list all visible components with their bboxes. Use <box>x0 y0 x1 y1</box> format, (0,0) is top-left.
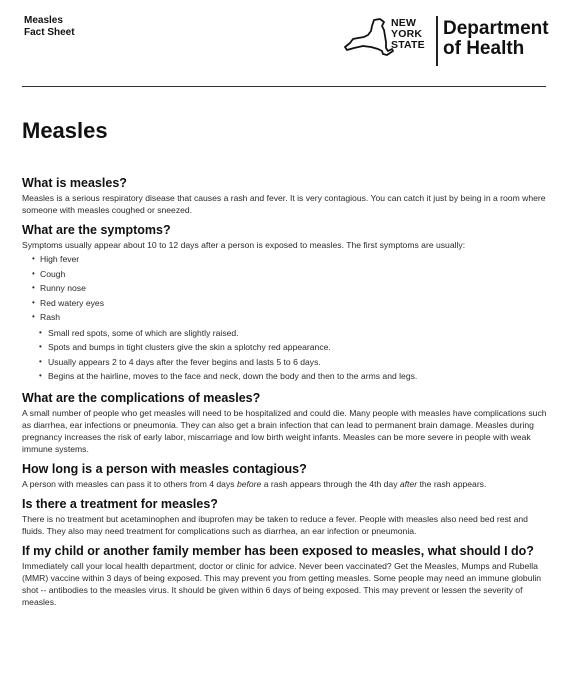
list-item: • Spots and bumps in tight clusters give the skin a splotchy red appearance. <box>22 340 550 355</box>
main-content <box>22 176 550 615</box>
section-symptoms <box>22 223 550 384</box>
body-text: the rash appears. <box>417 478 487 489</box>
section-heading: If my child or another family member has been exposed to measles, what should I do? <box>22 543 534 558</box>
section-heading: What are the complications of measles? <box>22 390 261 405</box>
section-what-is-measles <box>22 176 550 216</box>
list-item: • High fever <box>22 252 550 267</box>
fact-sheet-label-line2: Fact Sheet <box>24 27 75 38</box>
section-body: Measles is a serious respiratory disease that causes a rash and fever. It is very contagious. You can catch it just by being in a room where someone with measles coughed or sneezed. <box>22 193 546 215</box>
section-treatment <box>22 497 550 537</box>
body-text: a rash appears through the 4th day <box>261 478 400 489</box>
list-item: • Runny nose <box>22 281 550 296</box>
section-complications <box>22 391 550 455</box>
body-text: A person with measles can pass it to others from 4 days <box>22 478 237 489</box>
nys-line2: YORK <box>391 28 423 40</box>
section-heading: Is there a treatment for measles? <box>22 496 218 511</box>
section-exposure <box>22 544 550 608</box>
page-title: Measles <box>22 118 108 143</box>
header-divider <box>22 86 546 87</box>
emphasis-after: after <box>399 478 418 489</box>
logo-divider <box>436 16 438 66</box>
dept-line1: Department <box>443 18 549 39</box>
fact-sheet-label <box>24 15 75 39</box>
section-heading: How long is a person with measles contagious? <box>22 461 307 476</box>
rash-detail-list <box>22 326 550 384</box>
nys-line1: NEW <box>391 17 417 29</box>
list-item: • Usually appears 2 to 4 days after the fever begins and lasts 5 to 6 days. <box>22 355 550 370</box>
section-intro: Symptoms usually appear about 10 to 12 days after a person is exposed to measles. The first symptoms are usually: <box>22 240 466 250</box>
list-item: • Begins at the hairline, moves to the face and neck, down the body and then to the arms and legs. <box>22 369 550 384</box>
symptom-list <box>22 252 550 325</box>
emphasis-before: before <box>236 478 262 489</box>
list-item: • Small red spots, some of which are slightly raised. <box>22 326 550 341</box>
list-item: • Red watery eyes <box>22 296 550 311</box>
section-body: A small number of people who get measles will need to be hospitalized and could die. Many people with measles have complications such as diarrhea, ear infections or pneumonia. They can also get a brain infection that can lead to permanent brain damage. Measles during pregnancy increases the risk of early labor, miscarriage and low birth weight infants. Measles can be more severe in people with weak immune systems. <box>22 407 547 454</box>
section-body: Immediately call your local health department, doctor or clinic for advice. Never been vaccinated? Get the Measles, Mumps and Rubella (MMR) vaccine within 3 days of being exposed. This may prevent you from getting measles. Some people may need an immune globulin shot -- antibodies to the measles virus. It should be given within 6 days of being exposed. This may prevent or lessen the severity of measles. <box>22 560 542 607</box>
department-wordmark <box>443 19 549 59</box>
section-contagious <box>22 462 550 490</box>
list-item: • Cough <box>22 267 550 282</box>
new-york-state-map-icon <box>344 18 394 62</box>
nys-doh-logo <box>344 14 554 70</box>
fact-sheet-label-line1: Measles <box>24 15 63 26</box>
list-item: • Rash <box>22 310 550 325</box>
dept-line2: of Health <box>443 38 525 59</box>
section-body <box>22 478 550 490</box>
section-heading: What is measles? <box>22 176 127 190</box>
nys-wordmark <box>391 18 425 51</box>
section-heading: What are the symptoms? <box>22 223 171 237</box>
nys-line3: STATE <box>391 39 425 51</box>
section-body: There is no treatment but acetaminophen and ibuprofen may be taken to reduce a fever. People with measles also need bed rest and fluids. They also may need treatment for complications such as diarrhea, an ear infection or pneumonia. <box>22 513 528 536</box>
